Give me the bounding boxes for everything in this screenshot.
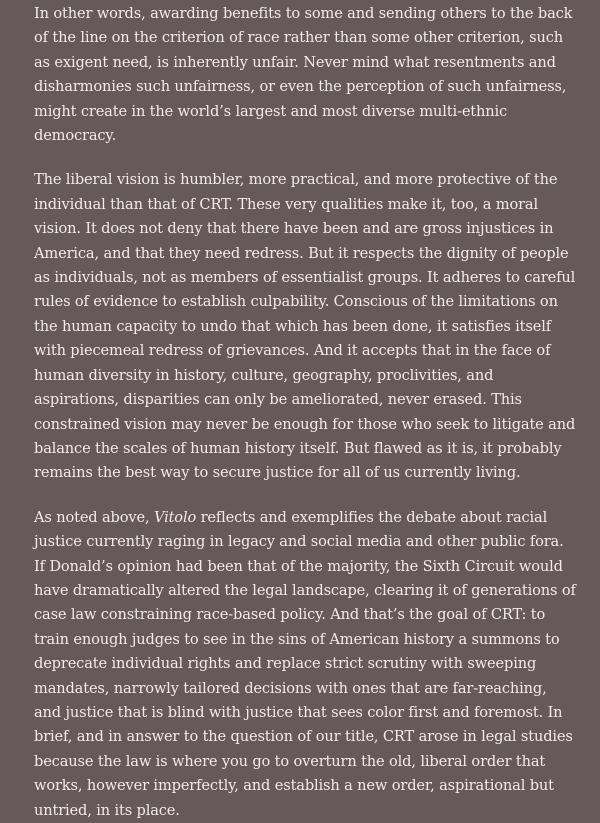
case-name: Vitolo [153, 508, 197, 526]
paragraph-3 [34, 506, 578, 823]
paragraph-3-lead: As noted above, [34, 508, 154, 526]
paragraph-2: The liberal vision is humbler, more practical, and more protective of the individual than that of CRT. These very qualities make it, too, a moral vision. It does not deny that there have been and are gross injustices in America, and that they need redress. But it respects the dignity of people as individuals, not as members of essentialist groups. It adheres to careful rules of evidence to establish culpability. Conscious of the limitations on the human capacity to undo that which has been done, it satisfies itself with piecemeal redress of grievances. And it accepts that in the face of human diversity in history, culture, geography, proclivities, and aspirations, disparities can only be ameliorated, never erased. This constrained vision may never be enough for those who seek to litigate and balance the scales of human history itself. But flawed as it is, it probably remains the best way to secure justice for all of us currently living. [34, 171, 576, 482]
paragraph-1: In other words, awarding benefits to some and sending others to the back of the line on the criterion of race rather than some other criterion, such as exigent need, is inherently unfair. Never mind what resentments and disharmonies such unfairness, or even the perception of such unfairness, might create in the world’s largest and most diverse multi-ethnic democracy. [34, 5, 573, 145]
paragraph-3-rest: reflects and exemplifies the debate about racial justice currently raging in legacy and social media and other public fora. If Donald’s opinion had been that of the majority, the Sixth Circuit would have dramatically altered the legal landscape, clearing it of generations of case law constraining race-based policy. And that’s the goal of CRT: to train enough judges to see in the sins of American history a summons to deprecate individual rights and replace strict scrutiny with sweeping mandates, narrowly tailored decisions with ones that are far-reaching, and justice that is blind with justice that sees color first and foremost. In brief, and in answer to the question of our title, CRT arose in legal studies because the law is where you go to overturn the old, liberal order that works, however imperfectly, and establish a new order, aspirational but untried, in its place. [34, 508, 576, 819]
